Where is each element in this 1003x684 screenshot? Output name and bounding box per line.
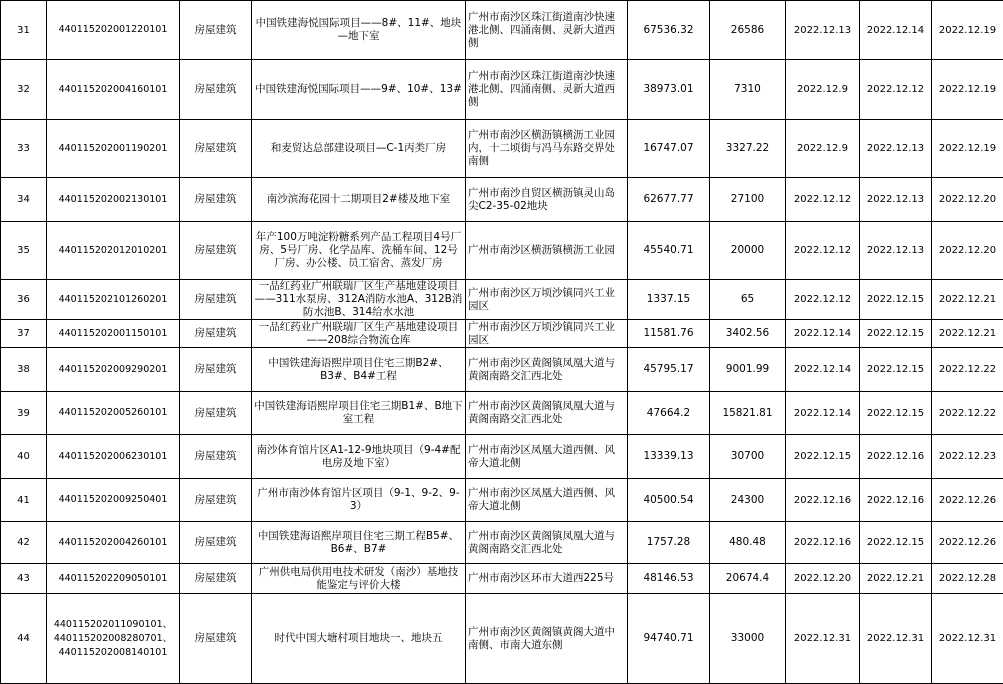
project-value-cell: 9001.99 bbox=[710, 348, 786, 392]
project-code-cell: 440115202001150101 bbox=[47, 320, 180, 348]
project-name-cell: 南沙滨海花园十二期项目2#楼及地下室 bbox=[252, 178, 466, 222]
project-location-cell: 广州市南沙区黄阁镇凤凰大道与黄阁南路交汇西北处 bbox=[466, 348, 628, 392]
row-number-cell: 41 bbox=[1, 479, 47, 522]
project-type-cell: 房屋建筑 bbox=[180, 564, 252, 594]
project-value-cell: 24300 bbox=[710, 479, 786, 522]
project-type-cell: 房屋建筑 bbox=[180, 320, 252, 348]
date-1-cell: 2022.12.12 bbox=[786, 178, 860, 222]
date-3-cell: 2022.12.19 bbox=[932, 1, 1003, 60]
building-area-cell: 38973.01 bbox=[628, 60, 710, 120]
building-area-cell: 1757.28 bbox=[628, 522, 710, 564]
project-location-cell: 广州市南沙区珠江街道南沙快速港北侧、四涌南侧、灵新大道西侧 bbox=[466, 1, 628, 60]
project-name-cell: 广州市南沙体育馆片区项目（9-1、9-2、9-3） bbox=[252, 479, 466, 522]
date-1-cell: 2022.12.31 bbox=[786, 594, 860, 684]
date-2-cell: 2022.12.13 bbox=[860, 178, 932, 222]
date-3-cell: 2022.12.22 bbox=[932, 348, 1003, 392]
date-3-cell: 2022.12.20 bbox=[932, 178, 1003, 222]
table-row bbox=[1, 178, 1003, 222]
project-code-cell: 440115202005260101 bbox=[47, 392, 180, 435]
project-code-cell: 440115202209050101 bbox=[47, 564, 180, 594]
date-1-cell: 2022.12.15 bbox=[786, 435, 860, 479]
row-number-cell: 39 bbox=[1, 392, 47, 435]
project-type-cell: 房屋建筑 bbox=[180, 280, 252, 320]
project-code-cell: 440115202101260201 bbox=[47, 280, 180, 320]
project-location-cell: 广州市南沙区黄阁镇黄阁大道中南侧、市南大道东侧 bbox=[466, 594, 628, 684]
project-location-cell: 广州市南沙区万顷沙镇同兴工业园区 bbox=[466, 320, 628, 348]
date-2-cell: 2022.12.15 bbox=[860, 392, 932, 435]
date-3-cell: 2022.12.23 bbox=[932, 435, 1003, 479]
row-number-cell: 44 bbox=[1, 594, 47, 684]
building-area-cell: 16747.07 bbox=[628, 120, 710, 178]
date-1-cell: 2022.12.16 bbox=[786, 522, 860, 564]
project-type-cell: 房屋建筑 bbox=[180, 522, 252, 564]
building-area-cell: 40500.54 bbox=[628, 479, 710, 522]
project-code-cell: 440115202002130101 bbox=[47, 178, 180, 222]
project-value-cell: 15821.81 bbox=[710, 392, 786, 435]
project-name-cell: 中国铁建海悦国际项目——9#、10#、13# bbox=[252, 60, 466, 120]
project-value-cell: 3402.56 bbox=[710, 320, 786, 348]
date-1-cell: 2022.12.14 bbox=[786, 392, 860, 435]
date-1-cell: 2022.12.9 bbox=[786, 60, 860, 120]
project-name-cell: 一品红药业广州联瑞厂区生产基地建设项目——311水泵房、312A消防水池A、312B消防水池B、314给水水池 bbox=[252, 280, 466, 320]
project-code-cell: 440115202001220101 bbox=[47, 1, 180, 60]
date-2-cell: 2022.12.15 bbox=[860, 280, 932, 320]
date-2-cell: 2022.12.15 bbox=[860, 348, 932, 392]
project-type-cell: 房屋建筑 bbox=[180, 435, 252, 479]
project-code-cell: 440115202009290201 bbox=[47, 348, 180, 392]
project-type-cell: 房屋建筑 bbox=[180, 60, 252, 120]
project-value-cell: 26586 bbox=[710, 1, 786, 60]
date-1-cell: 2022.12.9 bbox=[786, 120, 860, 178]
date-2-cell: 2022.12.13 bbox=[860, 120, 932, 178]
row-number-cell: 36 bbox=[1, 280, 47, 320]
date-3-cell: 2022.12.20 bbox=[932, 222, 1003, 280]
row-number-cell: 35 bbox=[1, 222, 47, 280]
table-row bbox=[1, 320, 1003, 348]
project-value-cell: 20000 bbox=[710, 222, 786, 280]
date-3-cell: 2022.12.26 bbox=[932, 522, 1003, 564]
row-number-cell: 40 bbox=[1, 435, 47, 479]
table-row bbox=[1, 522, 1003, 564]
project-name-cell: 时代中国大塘村项目地块一、地块五 bbox=[252, 594, 466, 684]
project-code-cell: 440115202009250401 bbox=[47, 479, 180, 522]
project-location-cell: 广州市南沙区黄阁镇凤凰大道与黄阁南路交汇西北处 bbox=[466, 392, 628, 435]
project-code-cell: 440115202011090101、 440115202008280701、 440115202008140101 bbox=[47, 594, 180, 684]
date-2-cell: 2022.12.16 bbox=[860, 479, 932, 522]
project-type-cell: 房屋建筑 bbox=[180, 594, 252, 684]
project-location-cell: 广州市南沙区凤凰大道西侧、风帝大道北侧 bbox=[466, 435, 628, 479]
date-3-cell: 2022.12.21 bbox=[932, 280, 1003, 320]
building-area-cell: 11581.76 bbox=[628, 320, 710, 348]
date-2-cell: 2022.12.31 bbox=[860, 594, 932, 684]
building-area-cell: 48146.53 bbox=[628, 564, 710, 594]
date-1-cell: 2022.12.14 bbox=[786, 320, 860, 348]
row-number-cell: 34 bbox=[1, 178, 47, 222]
date-3-cell: 2022.12.21 bbox=[932, 320, 1003, 348]
date-3-cell: 2022.12.19 bbox=[932, 60, 1003, 120]
table-row bbox=[1, 348, 1003, 392]
project-type-cell: 房屋建筑 bbox=[180, 392, 252, 435]
project-name-cell: 广州供电局供用电技术研发（南沙）基地技能鉴定与评价大楼 bbox=[252, 564, 466, 594]
date-1-cell: 2022.12.16 bbox=[786, 479, 860, 522]
table-row bbox=[1, 120, 1003, 178]
project-name-cell: 一品红药业广州联瑞厂区生产基地建设项目——208综合物流仓库 bbox=[252, 320, 466, 348]
project-code-cell: 440115202004260101 bbox=[47, 522, 180, 564]
date-2-cell: 2022.12.15 bbox=[860, 522, 932, 564]
table-row bbox=[1, 564, 1003, 594]
table-body bbox=[1, 1, 1003, 684]
project-name-cell: 和麦贸达总部建设项目—C-1丙类厂房 bbox=[252, 120, 466, 178]
project-location-cell: 广州市南沙区黄阁镇凤凰大道与黄阁南路交汇西北处 bbox=[466, 522, 628, 564]
project-value-cell: 33000 bbox=[710, 594, 786, 684]
date-3-cell: 2022.12.26 bbox=[932, 479, 1003, 522]
date-1-cell: 2022.12.20 bbox=[786, 564, 860, 594]
date-2-cell: 2022.12.16 bbox=[860, 435, 932, 479]
date-2-cell: 2022.12.21 bbox=[860, 564, 932, 594]
project-name-cell: 中国铁建海语熙岸项目住宅三期工程B5#、B6#、B7# bbox=[252, 522, 466, 564]
project-location-cell: 广州市南沙区凤凰大道西侧、风帝大道北侧 bbox=[466, 479, 628, 522]
project-name-cell: 中国铁建海语熙岸项目住宅三期B2#、B3#、B4#工程 bbox=[252, 348, 466, 392]
project-value-cell: 30700 bbox=[710, 435, 786, 479]
project-name-cell: 年产100万吨淀粉糖系列产品工程项目4号厂房、5号厂房、化学品库、洗桶车间、12号厂房、办公楼、员工宿舍、蒸发厂房 bbox=[252, 222, 466, 280]
project-type-cell: 房屋建筑 bbox=[180, 222, 252, 280]
date-2-cell: 2022.12.13 bbox=[860, 222, 932, 280]
table-row bbox=[1, 435, 1003, 479]
date-3-cell: 2022.12.19 bbox=[932, 120, 1003, 178]
table-row bbox=[1, 1, 1003, 60]
project-value-cell: 65 bbox=[710, 280, 786, 320]
project-code-cell: 440115202001190201 bbox=[47, 120, 180, 178]
table-row bbox=[1, 222, 1003, 280]
row-number-cell: 33 bbox=[1, 120, 47, 178]
project-value-cell: 480.48 bbox=[710, 522, 786, 564]
building-area-cell: 45795.17 bbox=[628, 348, 710, 392]
project-location-cell: 广州市南沙区珠江街道南沙快速港北侧、四涌南侧、灵新大道西侧 bbox=[466, 60, 628, 120]
building-area-cell: 62677.77 bbox=[628, 178, 710, 222]
building-area-cell: 45540.71 bbox=[628, 222, 710, 280]
project-value-cell: 3327.22 bbox=[710, 120, 786, 178]
project-code-cell: 440115202006230101 bbox=[47, 435, 180, 479]
project-name-cell: 中国铁建海悦国际项目——8#、11#、地块—地下室 bbox=[252, 1, 466, 60]
date-3-cell: 2022.12.28 bbox=[932, 564, 1003, 594]
project-type-cell: 房屋建筑 bbox=[180, 120, 252, 178]
project-type-cell: 房屋建筑 bbox=[180, 178, 252, 222]
date-1-cell: 2022.12.12 bbox=[786, 222, 860, 280]
row-number-cell: 38 bbox=[1, 348, 47, 392]
project-value-cell: 27100 bbox=[710, 178, 786, 222]
project-location-cell: 广州市南沙区环市大道西225号 bbox=[466, 564, 628, 594]
building-area-cell: 47664.2 bbox=[628, 392, 710, 435]
building-area-cell: 1337.15 bbox=[628, 280, 710, 320]
project-type-cell: 房屋建筑 bbox=[180, 479, 252, 522]
date-1-cell: 2022.12.12 bbox=[786, 280, 860, 320]
table-row bbox=[1, 60, 1003, 120]
project-location-cell: 广州市南沙区横沥镇横沥工业园内，十二顷街与冯马东路交界处南侧 bbox=[466, 120, 628, 178]
project-location-cell: 广州市南沙自贸区横沥镇灵山岛尖C2-35-02地块 bbox=[466, 178, 628, 222]
project-location-cell: 广州市南沙区横沥镇横沥工业园 bbox=[466, 222, 628, 280]
project-type-cell: 房屋建筑 bbox=[180, 1, 252, 60]
project-value-cell: 20674.4 bbox=[710, 564, 786, 594]
building-area-cell: 67536.32 bbox=[628, 1, 710, 60]
table-row bbox=[1, 280, 1003, 320]
table-row bbox=[1, 479, 1003, 522]
date-2-cell: 2022.12.14 bbox=[860, 1, 932, 60]
row-number-cell: 32 bbox=[1, 60, 47, 120]
row-number-cell: 43 bbox=[1, 564, 47, 594]
date-1-cell: 2022.12.13 bbox=[786, 1, 860, 60]
building-area-cell: 94740.71 bbox=[628, 594, 710, 684]
row-number-cell: 31 bbox=[1, 1, 47, 60]
project-code-cell: 440115202004160101 bbox=[47, 60, 180, 120]
date-3-cell: 2022.12.22 bbox=[932, 392, 1003, 435]
project-code-cell: 440115202012010201 bbox=[47, 222, 180, 280]
row-number-cell: 37 bbox=[1, 320, 47, 348]
date-3-cell: 2022.12.31 bbox=[932, 594, 1003, 684]
project-type-cell: 房屋建筑 bbox=[180, 348, 252, 392]
date-2-cell: 2022.12.15 bbox=[860, 320, 932, 348]
row-number-cell: 42 bbox=[1, 522, 47, 564]
table-row bbox=[1, 594, 1003, 684]
table-row bbox=[1, 392, 1003, 435]
project-name-cell: 中国铁建海语熙岸项目住宅三期B1#、B地下室工程 bbox=[252, 392, 466, 435]
building-area-cell: 13339.13 bbox=[628, 435, 710, 479]
project-value-cell: 7310 bbox=[710, 60, 786, 120]
project-name-cell: 南沙体育馆片区A1-12-9地块项目（9-4#配电房及地下室） bbox=[252, 435, 466, 479]
date-1-cell: 2022.12.14 bbox=[786, 348, 860, 392]
project-location-cell: 广州市南沙区万顷沙镇同兴工业园区 bbox=[466, 280, 628, 320]
date-2-cell: 2022.12.12 bbox=[860, 60, 932, 120]
